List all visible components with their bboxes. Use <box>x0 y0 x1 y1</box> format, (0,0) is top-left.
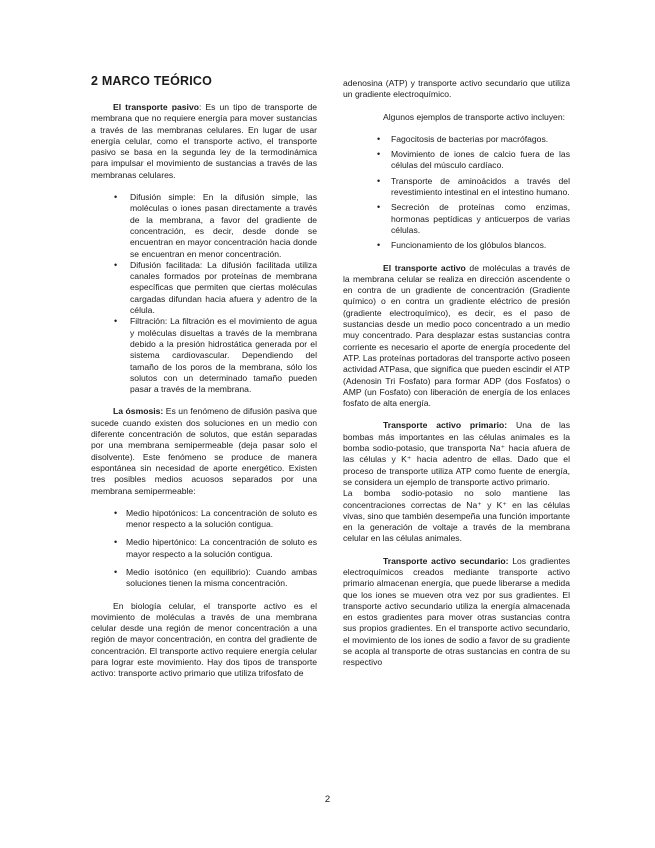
continuation-paragraph: adenosina (ATP) y transporte activo secundario que utiliza un gradiente electroquímico. <box>343 78 570 100</box>
list-item: • Difusión facilitada: La difusión facilitada utiliza canales formados por proteínas de membrana específicas que permiten que ciertas moléculas cargadas difundan hacia afuera y adentro de la célula. <box>91 260 317 316</box>
active-transport-paragraph <box>343 263 570 410</box>
list-item: • Funcionamiento de los glóbulos blancos. <box>343 240 570 251</box>
list-item: • Medio hipotónicos: La concentración de soluto es menor respecto a la solución contigua. <box>91 508 317 531</box>
list-item: • Transporte de aminoácidos a través del revestimiento intestinal en el intestino humano. <box>343 176 570 199</box>
primary-transport-text: Una de las bombas más importantes en las células animales es la bomba sodio-potasio, que transporta Na⁺ hacia afuera de las células y K⁺ hacia adentro de ellas. Dado que el proceso de transporte utiliza ATP como fuente de energía, se considera un ejemplo de transporte activo primario. <box>343 420 570 487</box>
list-item: • Difusión simple: En la difusión simple, las moléculas o iones pasan directamente a través de la membrana, a favor del gradiente de concentración, es decir, desde donde se encuentran en mayor concentración hacia donde se encuentran en menor concentración. <box>91 192 317 260</box>
right-column <box>343 78 570 680</box>
section-heading: 2 MARCO TEÓRICO <box>91 74 213 88</box>
active-transport-intro-paragraph: En biología celular, el transporte activo es el movimiento de moléculas a través de una membrana celular desde una región de menor concentración a una región de mayor concentración, en contra del gradiente de concentración. El transporte activo requiere energía celular para lograr este movimiento. Hay dos tipos de transporte activo: transporte activo primario que utiliza trifosfato de <box>91 600 317 679</box>
secondary-transport-term: Transporte activo secundario: <box>383 555 509 566</box>
osmosis-text: Es un fenómeno de difusión pasiva que sucede cuando existen dos soluciones en un medio con diferente concentración de solutos, que están separadas por una membrana semipermeable (deja pasar solo el disolvente). Este fenómeno se produce de manera espontánea sin necesidad de aporte energético. Existen tres posibles medios acuosos separados por una membrana semipermeable: <box>91 406 317 496</box>
active-transport-text: de moléculas a través de la membrana celular se realiza en dirección ascendente o en contra de un gradiente de concentración (Gradiente químico) o en contra un gradiente eléctrico de presión (gradiente electroquímico), es decir, es el paso de sustancias desde un medio poco concentrado a un medio muy concentrado. Para desplazar estas sustancias contra corriente es necesario el aporte de energía procedente del ATP. Las proteínas portadoras del transporte activo poseen actividad ATPasa, que significa que pueden escindir el ATP (Adenosin Tri Fosfato) para formar ADP (dos Fosfatos) o AMP (un Fosfato) con liberación de energía de los enlaces fosfato de alta energía. <box>343 262 570 409</box>
osmosis-media-list <box>91 508 317 590</box>
osmosis-term: La ósmosis: <box>113 406 164 417</box>
secondary-transport-text: Los gradientes electroquímicos creados mediante transporte activo primario almacenan energía, que puede liberarse a medida que los iones se mueven otra vez por sus gradientes. El transporte activo secundario utiliza la energía almacenada en estos gradientes para mover otras sustancias contra sus propios gradientes. En el transporte activo secundario, el movimiento de los iones de sodio a favor de su gradiente se acopla al transporte de otras sustancias en contra de su respectivo <box>343 555 570 668</box>
secondary-transport-paragraph <box>343 556 570 669</box>
primary-transport-term: Transporte activo primario: <box>383 420 508 431</box>
list-item: • Fagocitosis de bacterias por macrófagos. <box>343 134 570 145</box>
list-item: • Filtración: La filtración es el movimiento de agua y moléculas disueltas a través de la membrana debido a la presión hidrostática generada por el sistema cardiovascular. Dependiendo del tamaño de los poros de la membrana, sólo los solutos con un determinado tamaño pueden pasar a través de la membrana. <box>91 316 317 395</box>
osmosis-paragraph <box>91 406 317 496</box>
list-item: • Secreción de proteínas como enzimas, hormonas peptídicas y anticuerpos de varias células. <box>343 202 570 236</box>
passive-transport-term: El transporte pasivo <box>113 102 199 112</box>
list-item: • Medio isotónico (en equilibrio): Cuando ambas soluciones tienen la misma concentración. <box>91 567 317 590</box>
primary-transport-paragraph <box>343 420 570 488</box>
examples-intro-paragraph: Algunos ejemplos de transporte activo incluyen: <box>383 111 566 122</box>
sodium-potassium-paragraph: La bomba sodio-potasio no solo mantiene las concentraciones correctas de Na⁺ y K⁺ en las células vivas, sino que también desempeña una función importante en la generación de voltaje a través de la membrana celular en las células animales. <box>343 488 570 544</box>
passive-transport-list <box>91 192 317 395</box>
active-transport-term: El transporte activo <box>383 262 466 273</box>
list-item: • Medio hipertónico: La concentración de soluto es mayor respecto a la solución contigua. <box>91 537 317 560</box>
list-item: • Movimiento de iones de calcio fuera de las células del músculo cardíaco. <box>343 149 570 172</box>
active-transport-examples-list <box>343 134 570 252</box>
passive-transport-paragraph <box>91 102 317 181</box>
page-number: 2 <box>324 794 331 805</box>
passive-transport-text: : Es un tipo de transporte de membrana que no requiere energía para mover sustancias a través de las membranas celulares. En lugar de usar energía celular, como el transporte activo, el transporte pasivo se basa en la segunda ley de la termodinámica para impulsar el movimiento de sustancias a través de las membranas celulares. <box>91 102 318 180</box>
left-column <box>91 74 317 691</box>
